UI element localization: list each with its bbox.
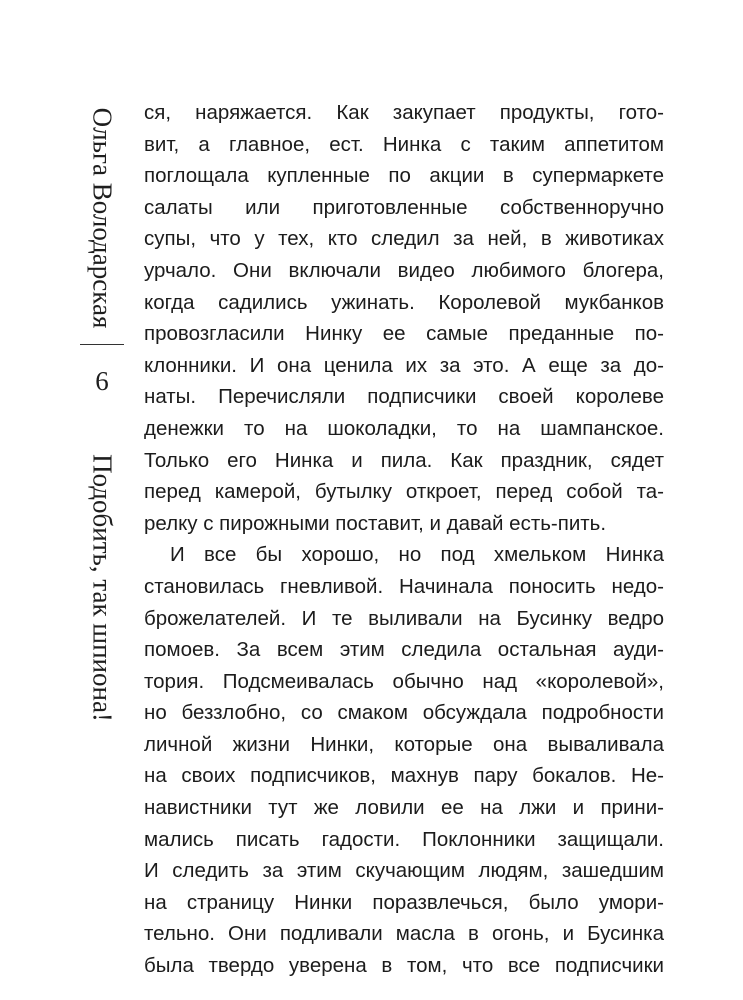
text-line: на страницу Нинки поразвлечься, было умори-	[144, 890, 664, 914]
text-line: брожелателей. И те выливали на Бусинку ведро	[144, 606, 664, 630]
page-number: 6	[95, 366, 109, 396]
paragraph-start-line: И все бы хорошо, но под хмельком Нинка	[170, 543, 664, 567]
text-line: супы, что у тех, кто следил за ней, в животиках	[144, 227, 664, 251]
running-header-divider	[80, 344, 124, 345]
text-line: урчало. Они включали видео любимого блогера,	[144, 258, 664, 282]
text-line: салаты или приготовленные собственноручно	[144, 195, 664, 219]
text-line: когда садились ужинать. Королевой мукбанков	[144, 290, 664, 314]
text-line: провозгласили Нинку ее самые преданные по-	[144, 322, 664, 346]
body-text	[144, 97, 664, 982]
text-line: Только его Нинка и пила. Как праздник, сядет	[144, 448, 664, 472]
text-line: И следить за этим скучающим людям, зашедшим	[144, 859, 664, 883]
text-line: но беззлобно, со смаком обсуждала подробности	[144, 701, 664, 725]
text-line: тельно. Они подливали масла в огонь, и Бусинка	[144, 922, 664, 946]
running-header-title: Подобить, так шпиона!	[87, 454, 118, 722]
text-line: перед камерой, бутылку откроет, перед собой та-	[144, 480, 664, 504]
text-line: навистники тут же ловили ее на лжи и прини-	[144, 796, 664, 820]
text-line: помоев. За всем этим следила остальная ауди-	[144, 638, 664, 662]
text-line: вит, а главное, ест. Нинка с таким аппетитом	[144, 132, 664, 156]
text-line: наты. Перечисляли подписчики своей королеве	[144, 385, 664, 409]
text-line: тория. Подсмеивалась обычно над «королевой»,	[144, 669, 664, 693]
text-line: была твердо уверена в том, что все подписчики	[144, 954, 664, 978]
running-header-author: Ольга Володарская	[87, 107, 118, 329]
text-line: на своих подписчиков, махнув пару бокалов. Не-	[144, 764, 664, 788]
paragraph-end-line: релку с пирожными поставит, и давай есть-пить.	[144, 511, 607, 535]
text-line: ся, наряжается. Как закупает продукты, гото-	[144, 101, 664, 124]
text-line: денежки то на шоколадки, то на шампанское.	[144, 416, 664, 440]
text-line: клонники. И она ценила их за это. А еще за до-	[144, 353, 664, 377]
text-line: мались писать гадости. Поклонники защищали.	[144, 827, 664, 851]
text-line: становилась гневливой. Начинала поносить недо-	[144, 574, 664, 598]
text-line: поглощала купленные по акции в супермаркете	[144, 164, 664, 188]
text-line: личной жизни Нинки, которые она вываливала	[144, 732, 664, 756]
